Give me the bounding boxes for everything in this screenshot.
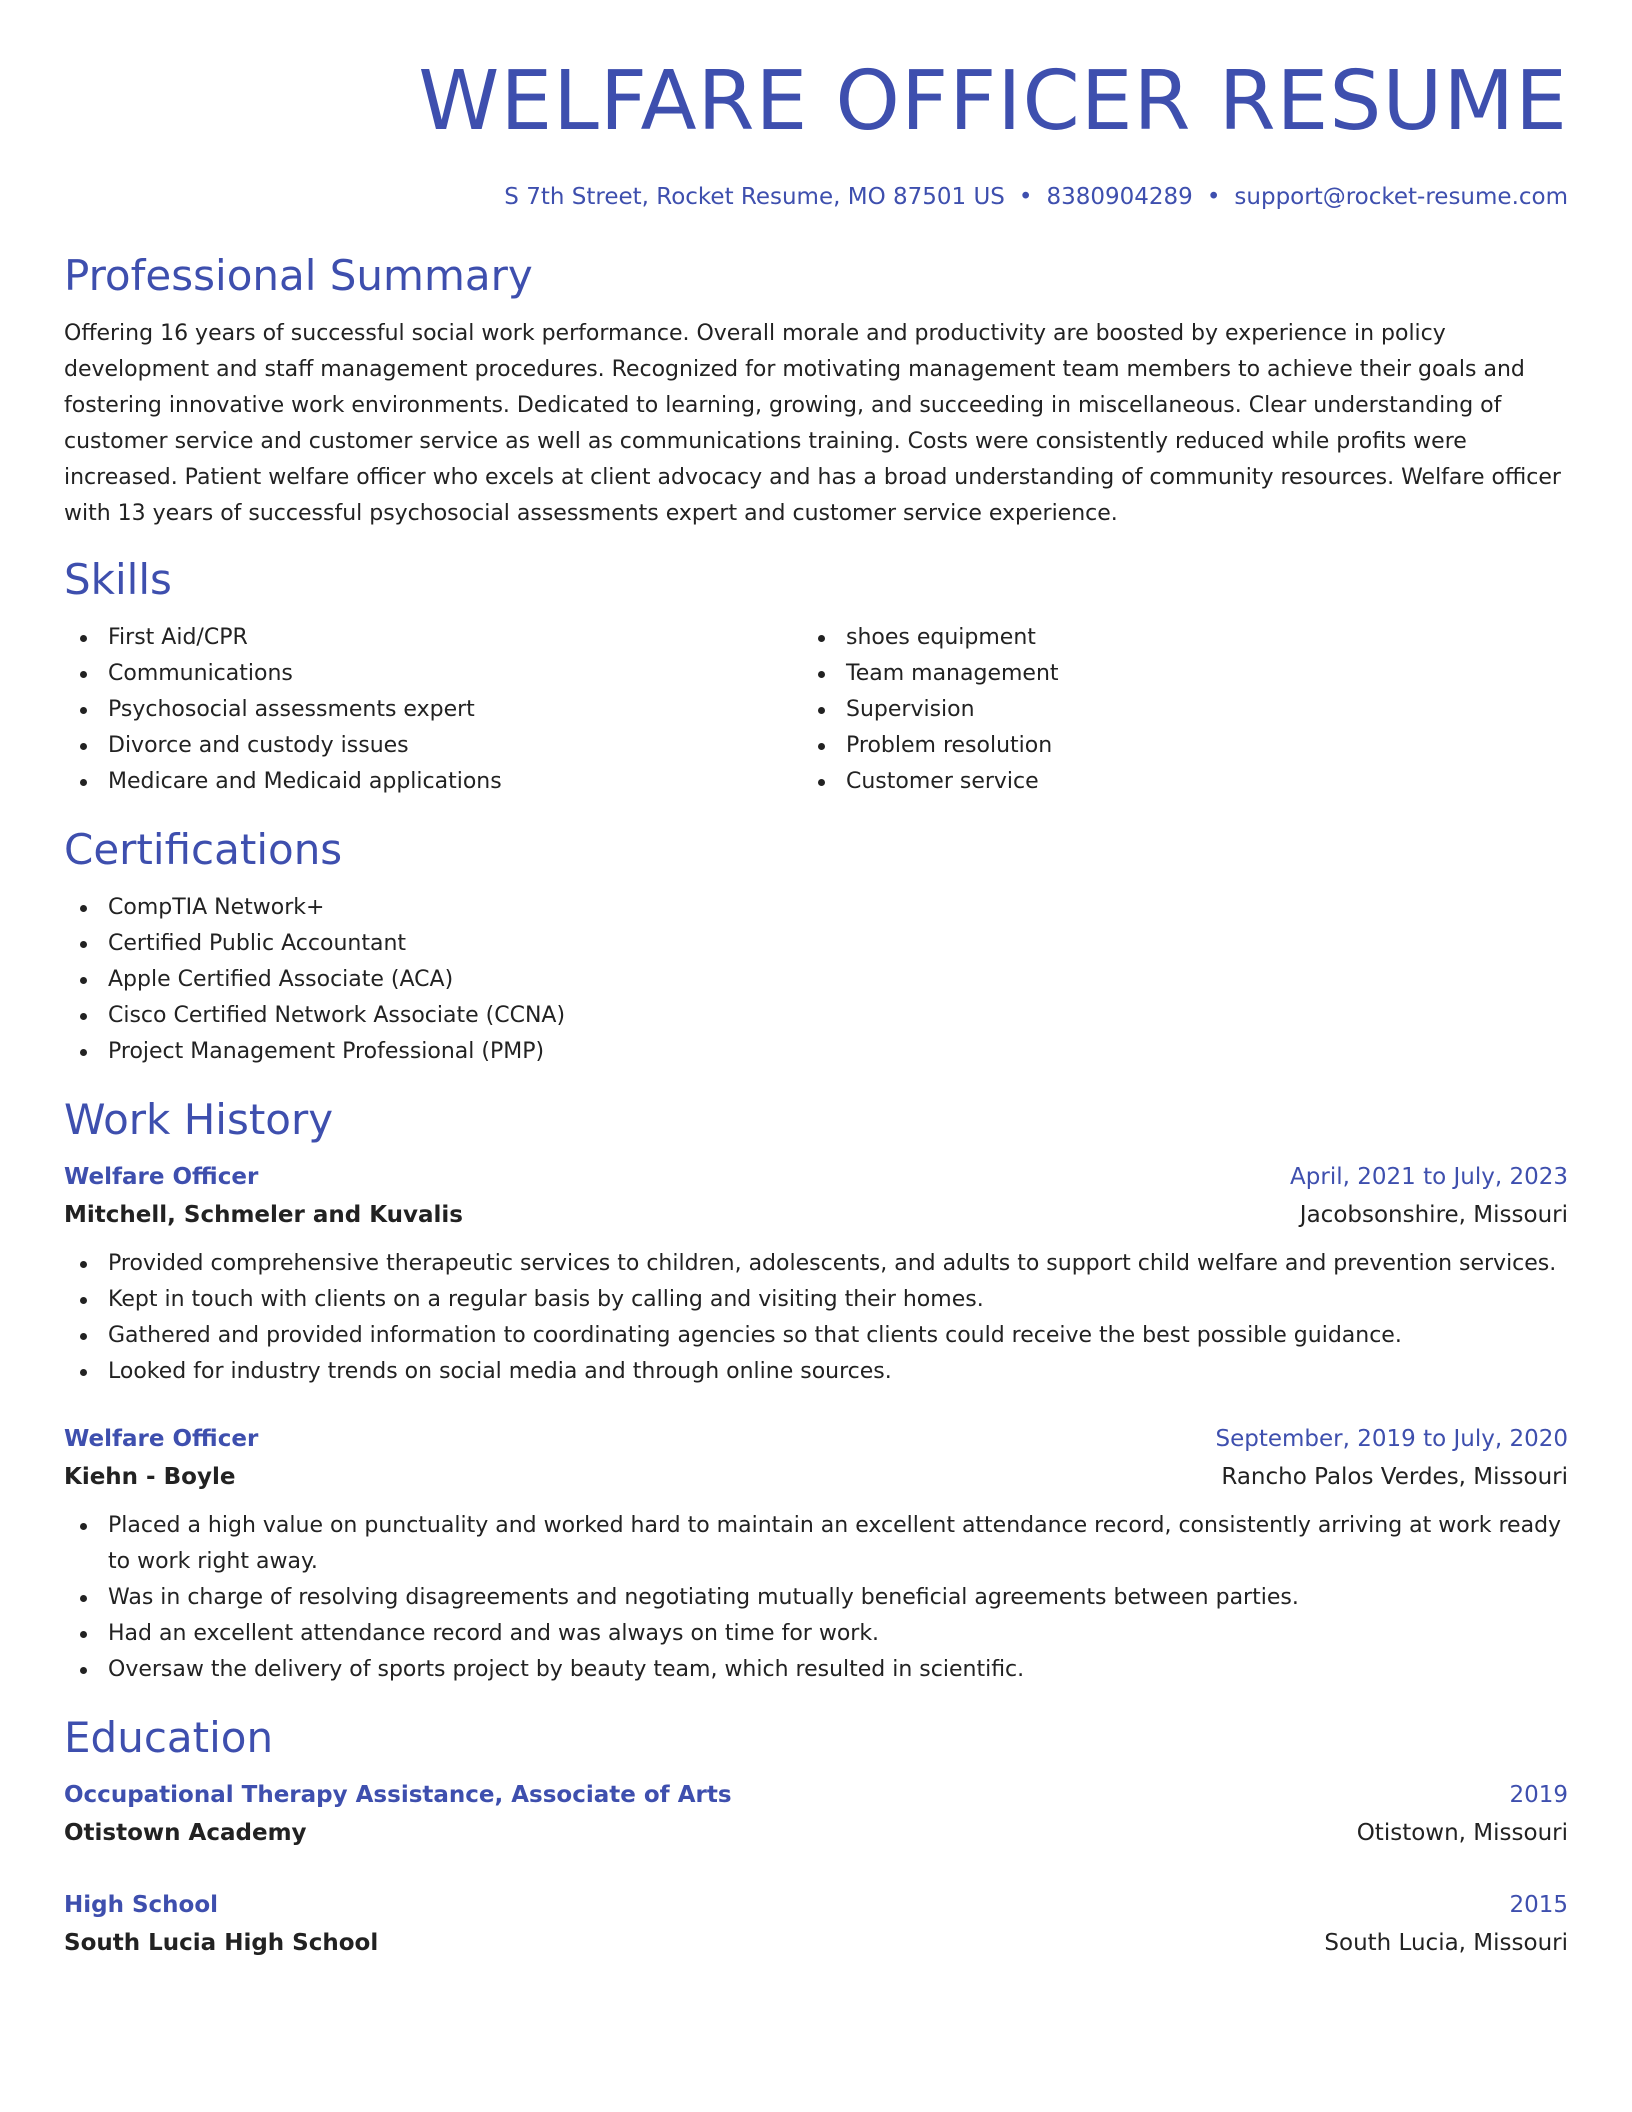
- job-title-row: [64, 1420, 1568, 1458]
- skill-item: First Aid/CPR: [64, 620, 802, 656]
- skills-section: [64, 554, 1568, 800]
- education-entry: [64, 1776, 1568, 1852]
- summary-text: Offering 16 years of successful social work performance. Overall morale and productivity are boosted by experience in policy development and staff management procedures. Recognized for motivating management team members to achieve their goals and fostering innovative work environments. Dedicated to learning, growing, and succeeding in miscellaneous. Clear understanding of customer service and customer service as well as communications training. Costs were consistently reduced while profits were increased. Patient welfare officer who excels at client advocacy and has a broad understanding of community resources. Welfare officer with 13 years of successful psychosocial assessments expert and customer service experience.: [64, 321, 1561, 526]
- job-location: Jacobsonshire, Missouri: [1299, 1202, 1568, 1228]
- education-degree: High School: [64, 1892, 219, 1918]
- job-dates: April, 2021 to July, 2023: [1290, 1164, 1568, 1190]
- skill-item: Problem resolution: [802, 728, 1540, 764]
- education-location: Otistown, Missouri: [1356, 1820, 1568, 1846]
- job-title-row: [64, 1158, 1568, 1196]
- certifications-list: [64, 890, 1568, 1070]
- job-company: Mitchell, Schmeler and Kuvalis: [64, 1202, 463, 1228]
- skill-item: Team management: [802, 656, 1540, 692]
- resume-title: WELFARE OFFICER RESUME: [418, 54, 1568, 149]
- certification-item: Certified Public Accountant: [64, 926, 1568, 962]
- certifications-section: [64, 824, 1568, 1070]
- certification-item: Cisco Certified Network Associate (CCNA): [64, 998, 1568, 1034]
- contact-address: S 7th Street, Rocket Resume, MO 87501 US: [504, 184, 1005, 210]
- work-history-heading: Work History: [64, 1095, 334, 1144]
- education-entry: [64, 1886, 1568, 1962]
- job-role: Welfare Officer: [64, 1426, 259, 1452]
- contact-line: [64, 182, 1568, 212]
- job-role: Welfare Officer: [64, 1164, 259, 1190]
- skills-heading: Skills: [64, 555, 172, 604]
- contact-separator: •: [1206, 184, 1221, 210]
- education-degree-row: [64, 1776, 1568, 1814]
- skill-item: Communications: [64, 656, 802, 692]
- job-duty: Oversaw the delivery of sports project by beauty team, which resulted in scientific.: [64, 1652, 1568, 1688]
- certification-item: CompTIA Network+: [64, 890, 1568, 926]
- job-duty: Provided comprehensive therapeutic services to children, adolescents, and adults to support child welfare and prevention services.: [64, 1246, 1568, 1282]
- job-duty: Looked for industry trends on social media and through online sources.: [64, 1354, 1568, 1390]
- education-school: Otistown Academy: [64, 1820, 307, 1846]
- summary-section: [64, 250, 1568, 532]
- education-school-row: [64, 1924, 1568, 1962]
- job-entry: [64, 1420, 1568, 1688]
- education-degree: Occupational Therapy Assistance, Associate of Arts: [64, 1782, 732, 1808]
- certification-item: Apple Certified Associate (ACA): [64, 962, 1568, 998]
- education-degree-row: [64, 1886, 1568, 1924]
- job-duty: Placed a high value on punctuality and worked hard to maintain an excellent attendance record, consistently arriving at work ready to work right away.: [64, 1508, 1568, 1580]
- job-location: Rancho Palos Verdes, Missouri: [1221, 1464, 1568, 1490]
- certification-item: Project Management Professional (PMP): [64, 1034, 1568, 1070]
- contact-email: support@rocket-resume.com: [1234, 184, 1568, 210]
- job-company: Kiehn - Boyle: [64, 1464, 236, 1490]
- skill-item: shoes equipment: [802, 620, 1540, 656]
- skill-item: Medicare and Medicaid applications: [64, 764, 802, 800]
- summary-heading: Professional Summary: [64, 251, 533, 300]
- job-company-row: [64, 1196, 1568, 1234]
- job-duties-list: [64, 1508, 1568, 1688]
- work-history-section: [64, 1094, 1568, 1688]
- skill-item: Divorce and custody issues: [64, 728, 802, 764]
- job-company-row: [64, 1458, 1568, 1496]
- job-duty: Kept in touch with clients on a regular basis by calling and visiting their homes.: [64, 1282, 1568, 1318]
- education-section: [64, 1712, 1568, 1962]
- education-year: 2019: [1509, 1782, 1568, 1808]
- education-year: 2015: [1509, 1892, 1568, 1918]
- skill-item: Supervision: [802, 692, 1540, 728]
- job-entry: [64, 1158, 1568, 1390]
- education-school: South Lucia High School: [64, 1930, 379, 1956]
- job-duty: Was in charge of resolving disagreements and negotiating mutually beneficial agreements between parties.: [64, 1580, 1568, 1616]
- contact-separator: •: [1018, 184, 1033, 210]
- job-duties-list: [64, 1246, 1568, 1390]
- skills-columns: [64, 620, 1568, 800]
- certifications-heading: Certifications: [64, 825, 343, 874]
- education-heading: Education: [64, 1713, 274, 1762]
- contact-phone: 8380904289: [1046, 184, 1193, 210]
- skill-item: Customer service: [802, 764, 1540, 800]
- education-school-row: [64, 1814, 1568, 1852]
- job-dates: September, 2019 to July, 2020: [1215, 1426, 1568, 1452]
- job-duty: Gathered and provided information to coordinating agencies so that clients could receive the best possible guidance.: [64, 1318, 1568, 1354]
- skills-left-list: [64, 620, 802, 800]
- job-duty: Had an excellent attendance record and was always on time for work.: [64, 1616, 1568, 1652]
- skills-right-list: [802, 620, 1540, 800]
- skill-item: Psychosocial assessments expert: [64, 692, 802, 728]
- education-location: South Lucia, Missouri: [1324, 1930, 1568, 1956]
